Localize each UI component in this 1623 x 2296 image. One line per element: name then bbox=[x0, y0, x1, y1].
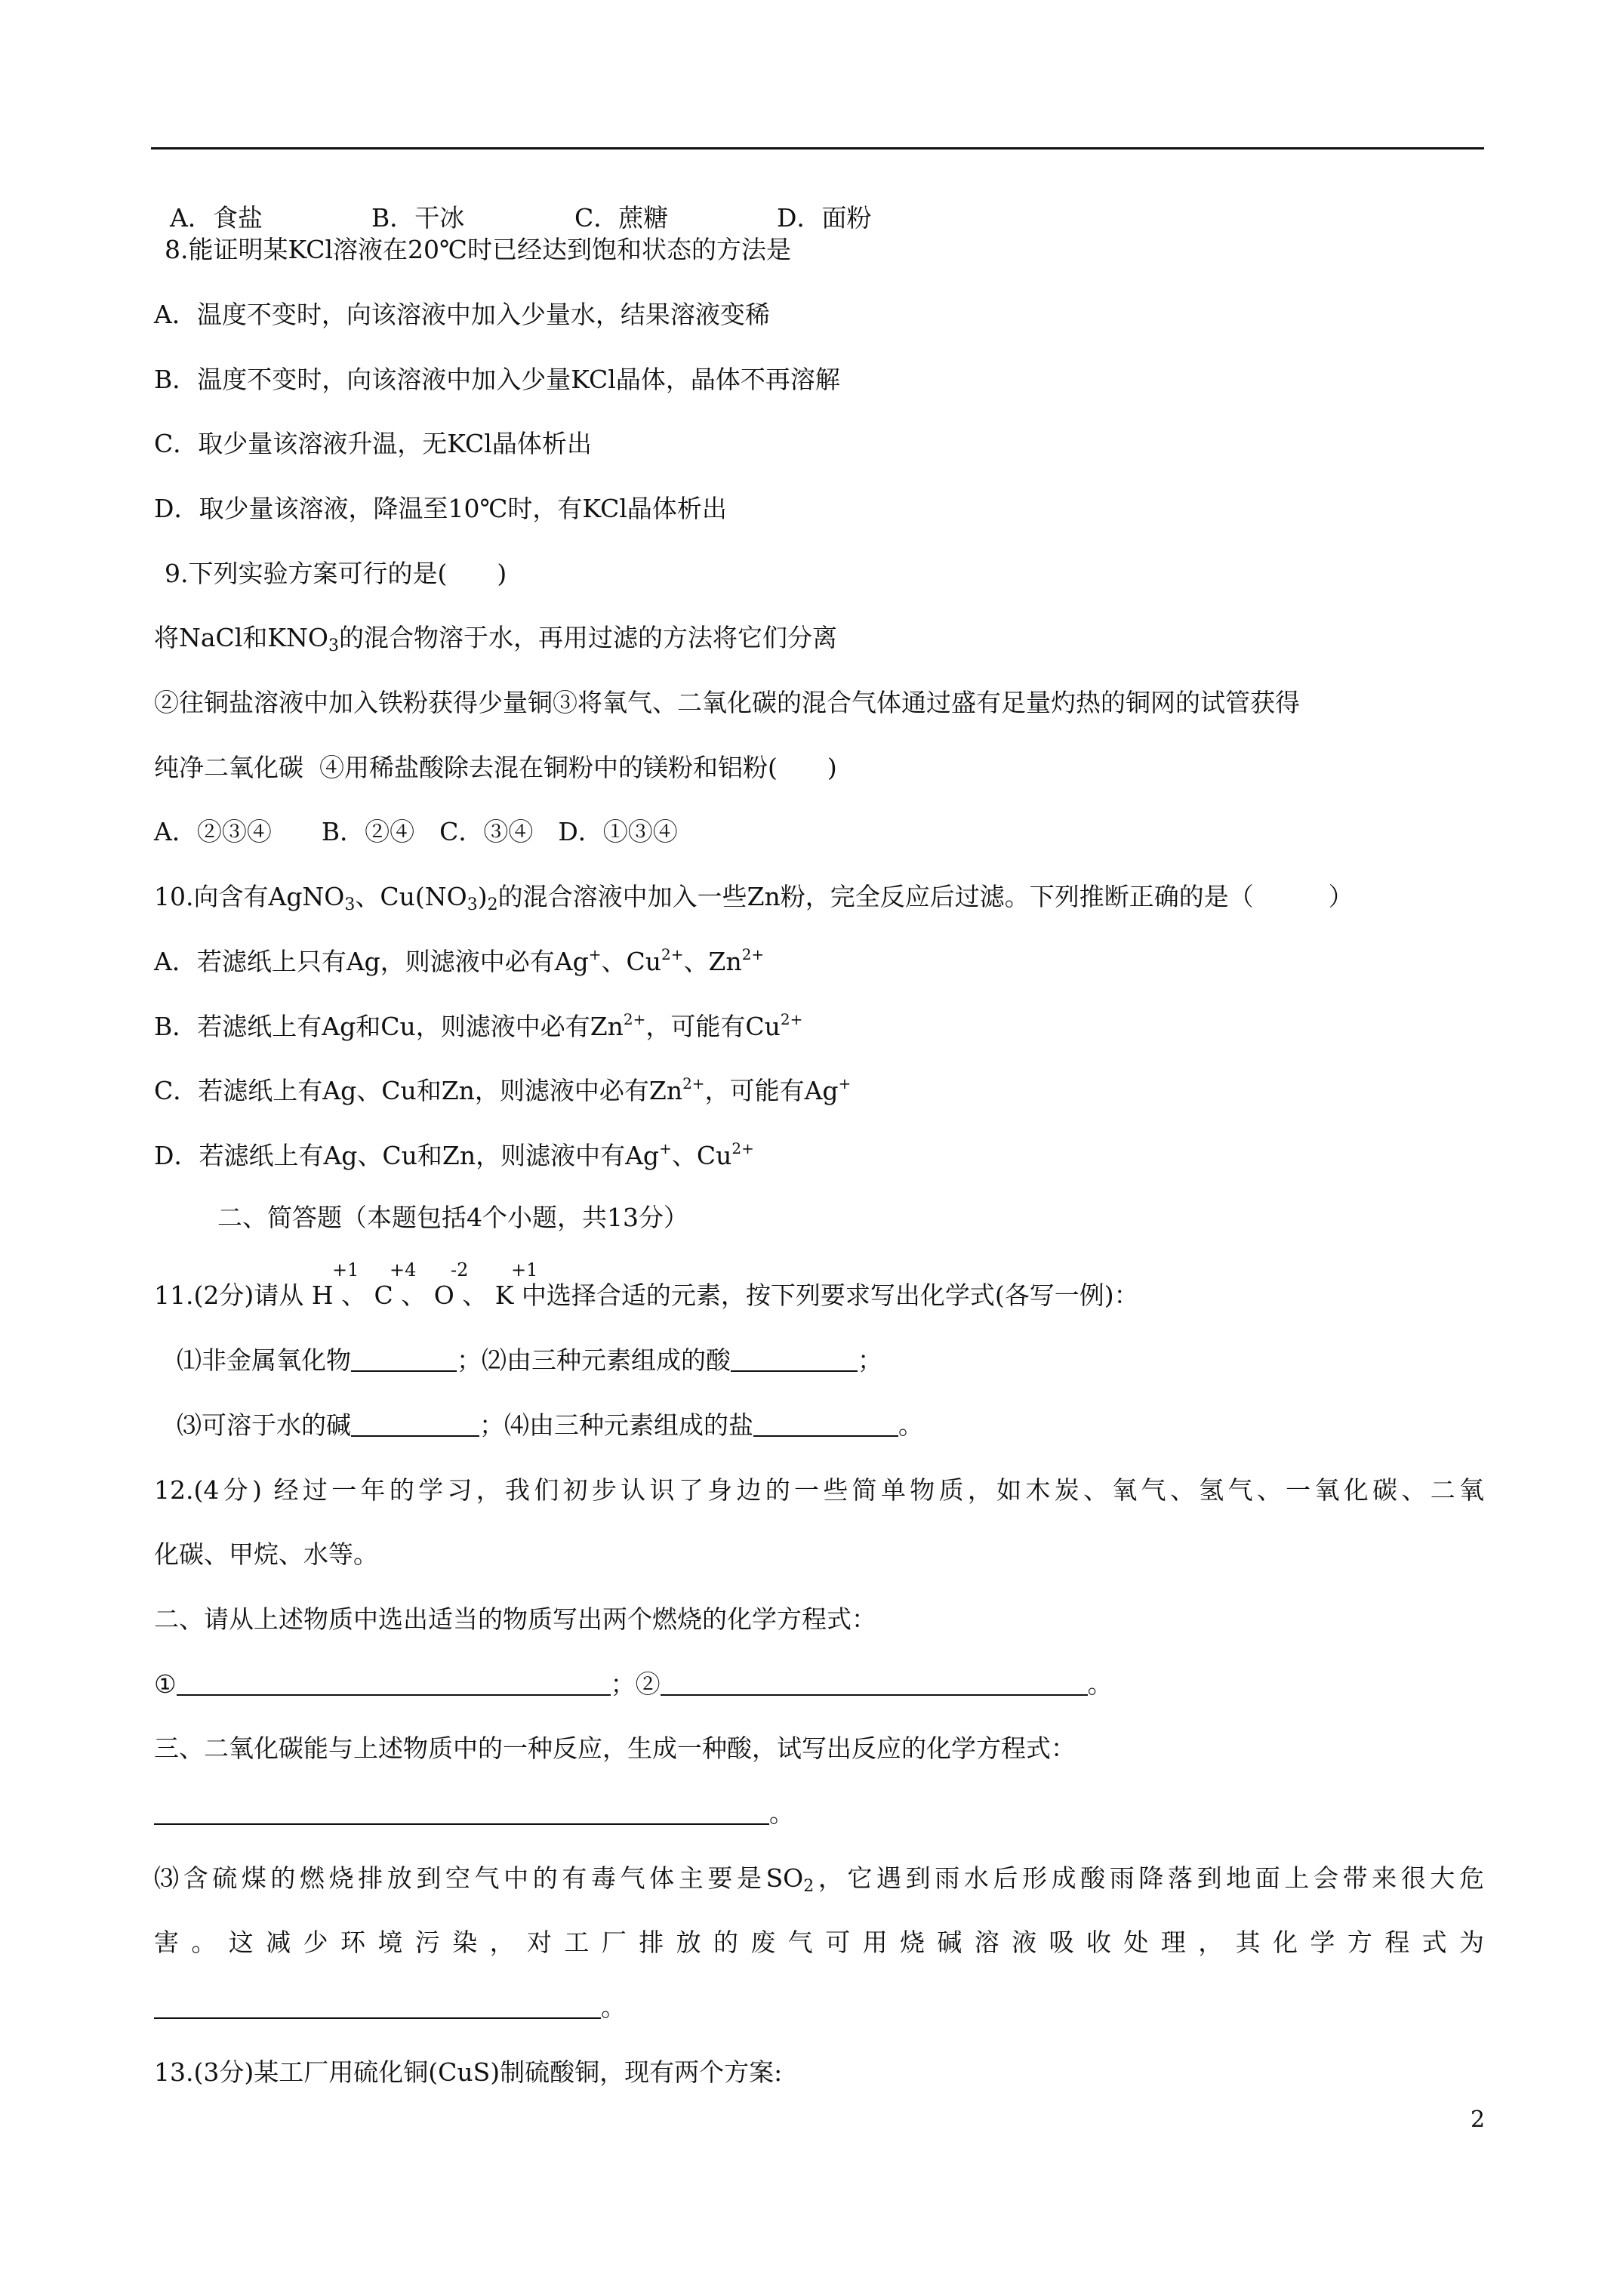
answer-blank[interactable] bbox=[731, 1348, 858, 1372]
page-number: 2 bbox=[1471, 2106, 1486, 2133]
q12-part2: 二、请从上述物质中选出适当的物质写出两个燃烧的化学方程式： bbox=[154, 1604, 876, 1634]
q12-part3: 三、二氧化碳能与上述物质中的一种反应，生成一种酸，试写出反应的化学方程式： bbox=[154, 1734, 1076, 1763]
q10-option-a: A．若滤纸上只有Ag，则滤液中必有Ag+、$Cu^{2+}$、$Zn^{2+}$ bbox=[154, 945, 765, 976]
answer-blank[interactable] bbox=[154, 1995, 601, 2019]
q11-parts-3-4: ⑶可溶于水的碱 ；⑷由三种元素组成的盐 。 bbox=[177, 1410, 923, 1440]
answer-blank[interactable] bbox=[661, 1672, 1088, 1696]
q8-option-d: D．取少量该溶液，降温至10℃时，有KCl晶体析出 bbox=[154, 494, 727, 523]
q8-option-b: B．温度不变时，向该溶液中加入少量KCl晶体，晶体不再溶解 bbox=[154, 365, 840, 394]
q12-p3-answer: 。 bbox=[154, 1991, 626, 2024]
q12-p3-line1: ⑶含硫煤的燃烧排放到空气中的有毒气体主要是$SO_2$，它遇到雨水后形成酸雨降落到地面上会带来很大危 bbox=[154, 1863, 1484, 1896]
q11-parts-1-2: ⑴非金属氧化物 ；⑵由三种元素组成的酸 ； bbox=[177, 1345, 882, 1375]
answer-blank[interactable] bbox=[351, 1348, 457, 1372]
answer-blank[interactable] bbox=[154, 1801, 769, 1825]
header-rule bbox=[151, 147, 1484, 149]
q10-stem: 10.向含有AgNO$_3$、$Cu(NO_3)_2$的混合溶液中加入一些Zn粉，完全反应后过滤。下列推断正确的是（ ） bbox=[154, 882, 1354, 914]
q12-equations: ① ；② 。 bbox=[154, 1669, 1113, 1699]
answer-blank[interactable] bbox=[753, 1413, 898, 1437]
q7-option-a: A．食盐 bbox=[169, 203, 263, 233]
q9-options: A．②③④ B．②④ C．③④ D．①③④ bbox=[154, 817, 678, 846]
q10-option-d: D．若滤纸上有Ag、Cu和Zn，则滤液中有Ag+、$Cu^{2+}$ bbox=[154, 1139, 754, 1170]
section-title: 二、简答题（本题包括4个小题，共13分） bbox=[217, 1203, 688, 1232]
q9-stem: 9.下列实验方案可行的是( ) bbox=[165, 559, 507, 588]
q9-items-line3: 纯净二氧化碳 ④用稀盐酸除去混在铜粉中的镁粉和铝粉( ) bbox=[154, 753, 837, 782]
q7-option-d: D．面粉 bbox=[776, 203, 872, 233]
valence-k: +1 bbox=[511, 1259, 538, 1281]
q12-line1: 12.(4分) 经过一年的学习，我们初步认识了身边的一些简单物质，如木炭、氧气、氢气、一氧化碳、二氧 bbox=[154, 1475, 1484, 1505]
valence-o: -2 bbox=[451, 1259, 469, 1281]
q10-option-c: C．若滤纸上有Ag、Cu和Zn，则滤液中必有$Zn^{2+}$，可能有Ag+ bbox=[154, 1074, 852, 1105]
answer-blank[interactable] bbox=[351, 1413, 479, 1437]
q12-part3-answer: 。 bbox=[154, 1797, 794, 1830]
q8-stem: 8.能证明某KCl溶液在20℃时已经达到饱和状态的方法是 bbox=[165, 235, 791, 264]
q7-option-b: B．干冰 bbox=[371, 203, 465, 233]
q7-options bbox=[154, 168, 871, 235]
valence-h: +1 bbox=[332, 1259, 359, 1281]
q7-option-c: C．蔗糖 bbox=[574, 203, 669, 233]
q13-stem: 13.(3分)某工厂用硫化铜(CuS)制硫酸铜，现有两个方案: bbox=[154, 2057, 783, 2087]
q8-option-a: A．温度不变时，向该溶液中加入少量水，结果溶液变稀 bbox=[154, 300, 770, 329]
q12-line2: 化碳、甲烷、水等。 bbox=[154, 1539, 378, 1569]
q9-items-line2: ②往铜盐溶液中加入铁粉获得少量铜③将氧气、二氧化碳的混合气体通过盛有足量灼热的铜网的试管获得 bbox=[154, 688, 1300, 717]
q11-stem: 11.(2分)请从 H 、 C 、 O 、 K 中选择合适的元素，按下列要求写出化学式(各写一例)： bbox=[154, 1281, 1139, 1310]
valence-c: +4 bbox=[390, 1259, 417, 1281]
q10-option-b: B．若滤纸上有Ag和Cu，则滤液中必有$Zn^{2+}$，可能有$Cu^{2+}$ bbox=[154, 1010, 803, 1041]
q8-option-c: C．取少量该溶液升温，无KCl晶体析出 bbox=[154, 429, 592, 458]
answer-blank[interactable] bbox=[177, 1672, 611, 1696]
q12-p3-line2: 害。这减少环境污染，对工厂排放的废气可用烧碱溶液吸收处理，其化学方程式为 bbox=[154, 1928, 1484, 1957]
q9-item-1: 将NaCl和$KNO_3$的混合物溶于水，再用过滤的方法将它们分离 bbox=[154, 623, 837, 655]
